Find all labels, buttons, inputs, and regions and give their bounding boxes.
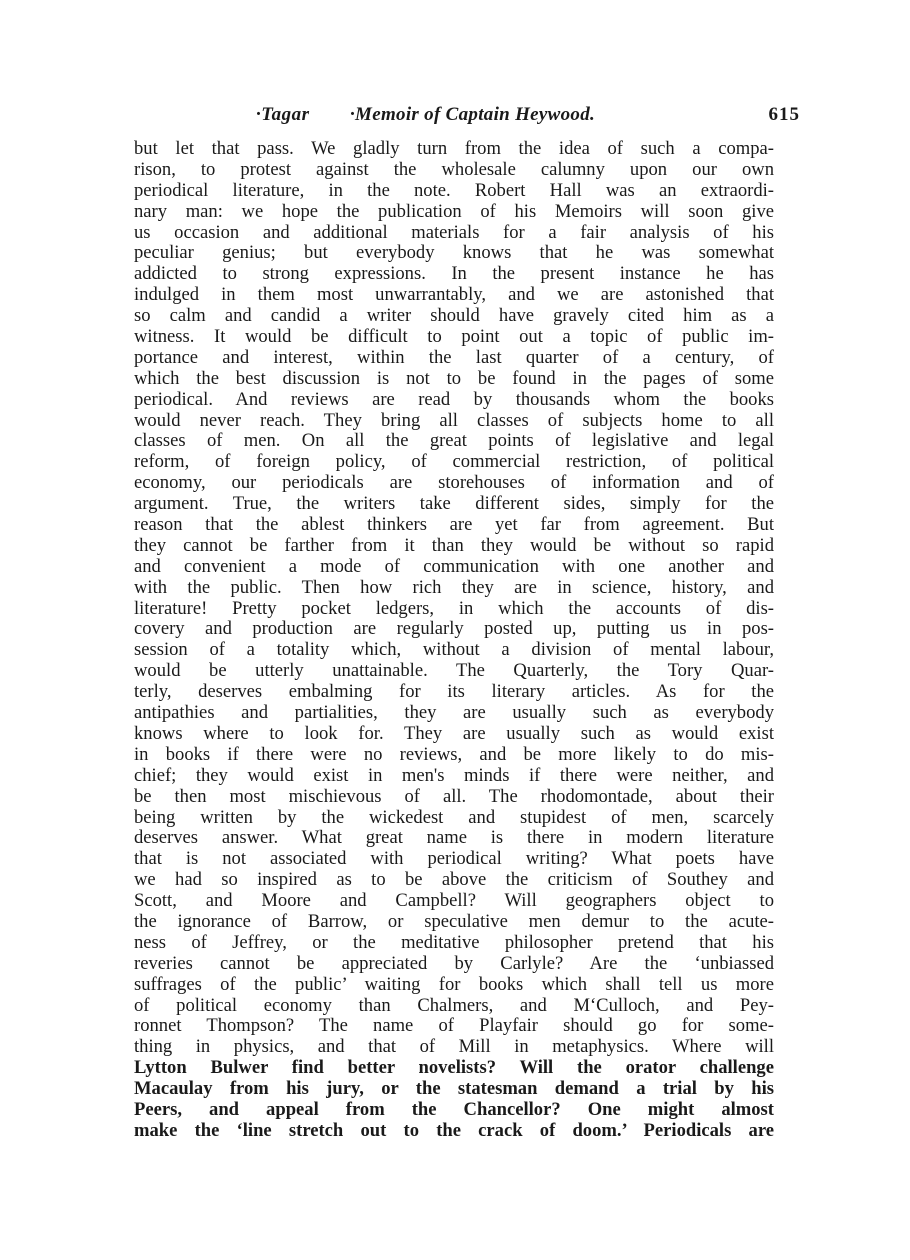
text-line: make the ‘line stretch out to the crack of doom.’ Periodicals are: [134, 1120, 774, 1141]
text-line: session of a totality which, without a division of mental labour,: [134, 640, 774, 661]
text-line: chief; they would exist in men's minds if there were neither, and: [134, 765, 774, 786]
running-head: [120, 100, 800, 136]
text-line: rison, to protest against the wholesale calumny upon our own: [134, 159, 774, 180]
text-line: periodical literature, in the note. Robert Hall was an extraordi-: [134, 180, 774, 201]
text-line: and convenient a mode of communication with one another and: [134, 556, 774, 577]
text-line: reform, of foreign policy, of commercial restriction, of political: [134, 452, 774, 473]
text-line: periodical. And reviews are read by thousands whom the books: [134, 389, 774, 410]
text-line: Macaulay from his jury, or the statesman demand a trial by his: [134, 1079, 774, 1100]
running-head-left: ·Tagar: [256, 104, 310, 125]
text-line: but let that pass. We gladly turn from the idea of such a compa-: [134, 139, 774, 159]
text-line: peculiar genius; but everybody knows that he was somewhat: [134, 243, 774, 264]
text-line: which the best discussion is not to be found in the pages of some: [134, 368, 774, 389]
text-line: Scott, and Moore and Campbell? Will geographers object to: [134, 891, 774, 912]
text-line: so calm and candid a writer should have gravely cited him as a: [134, 306, 774, 327]
text-line: literature! Pretty pocket ledgers, in which the accounts of dis-: [134, 598, 774, 619]
running-head-title: ·Memoir of Captain Heywood.: [350, 104, 596, 125]
text-line: we had so inspired as to be above the criticism of Southey and: [134, 870, 774, 891]
text-line: classes of men. On all the great points of legislative and legal: [134, 431, 774, 452]
text-line: they cannot be farther from it than they would be without so rapid: [134, 535, 774, 556]
text-line: would never reach. They bring all classes of subjects home to all: [134, 410, 774, 431]
text-line: with the public. Then how rich they are in science, history, and: [134, 577, 774, 598]
text-line: knows where to look for. They are usually such as would exist: [134, 723, 774, 744]
text-line: addicted to strong expressions. In the present instance he has: [134, 264, 774, 285]
text-line: that is not associated with periodical writing? What poets have: [134, 849, 774, 870]
text-line: reveries cannot be appreciated by Carlyle? Are the ‘unbiassed: [134, 953, 774, 974]
text-line: Peers, and appeal from the Chancellor? One might almost: [134, 1099, 774, 1120]
page-number: 615: [768, 104, 800, 125]
text-line: be then most mischievous of all. The rhodomontade, about their: [134, 786, 774, 807]
text-line: ronnet Thompson? The name of Playfair should go for some-: [134, 1016, 774, 1037]
text-line: argument. True, the writers take different sides, simply for the: [134, 494, 774, 515]
text-line: Lytton Bulwer find better novelists? Will the orator challenge: [134, 1058, 774, 1079]
text-line: ness of Jeffrey, or the meditative philosopher pretend that his: [134, 932, 774, 953]
text-line: antipathies and partialities, they are usually such as everybody: [134, 703, 774, 724]
text-line: of political economy than Chalmers, and M‘Culloch, and Pey-: [134, 995, 774, 1016]
text-line: terly, deserves embalming for its literary articles. As for the: [134, 682, 774, 703]
text-line: witness. It would be difficult to point out a topic of public im-: [134, 327, 774, 348]
text-line: deserves answer. What great name is there in modern literature: [134, 828, 774, 849]
text-line: portance and interest, within the last quarter of a century, of: [134, 347, 774, 368]
text-line: economy, our periodicals are storehouses of information and of: [134, 473, 774, 494]
text-line: thing in physics, and that of Mill in metaphysics. Where will: [134, 1037, 774, 1058]
text-line: being written by the wickedest and stupidest of men, scarcely: [134, 807, 774, 828]
text-line: the ignorance of Barrow, or speculative men demur to the acute-: [134, 911, 774, 932]
body-text: [134, 139, 774, 1142]
text-line: covery and production are regularly posted up, putting us in pos-: [134, 619, 774, 640]
text-line: reason that the ablest thinkers are yet far from agreement. But: [134, 515, 774, 536]
text-line: would be utterly unattainable. The Quarterly, the Tory Quar-: [134, 661, 774, 682]
text-line: us occasion and additional materials for a fair analysis of his: [134, 222, 774, 243]
text-line: in books if there were no reviews, and be more likely to do mis-: [134, 744, 774, 765]
text-line: indulged in them most unwarrantably, and we are astonished that: [134, 285, 774, 306]
text-line: suffrages of the public’ waiting for books which shall tell us more: [134, 974, 774, 995]
text-line: nary man: we hope the publication of his Memoirs will soon give: [134, 201, 774, 222]
